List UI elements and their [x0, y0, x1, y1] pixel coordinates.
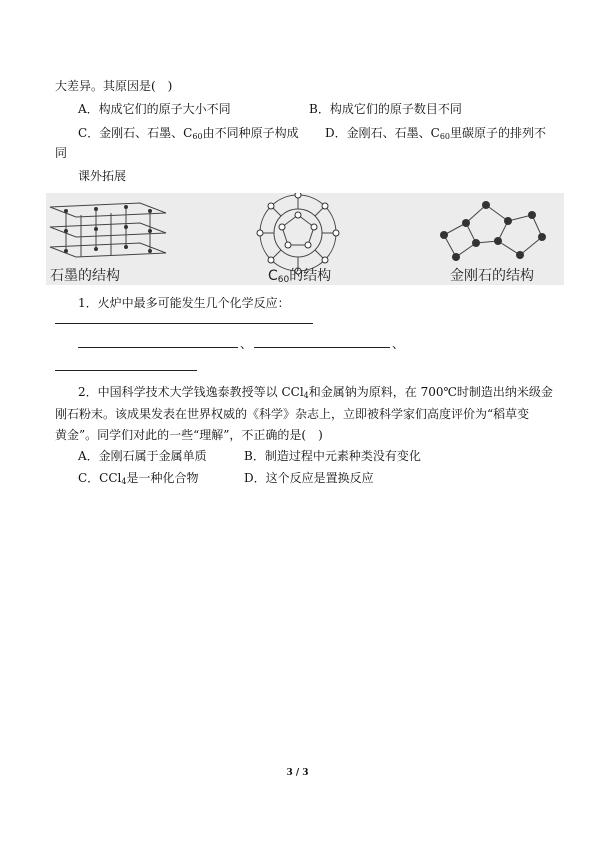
option-d-wrap: 同	[55, 146, 68, 160]
option-c: C．金刚石、石墨、$C_{60}$由不同种原子构成	[78, 126, 299, 141]
q2-option-d: D．这个反应是置换反应	[244, 471, 374, 485]
option-b: B．构成它们的原子数目不同	[309, 102, 462, 116]
q1-answer-blank-3[interactable]	[254, 347, 390, 348]
q2-stem-line3: 黄金”。同学们对此的一些“理解”，不正确的是( )	[55, 428, 323, 442]
q2-option-c: C．CCl$_4$是一种化合物	[78, 471, 199, 486]
q1-separator-2: 、	[392, 337, 405, 351]
q1-separator-1: 、	[240, 337, 253, 351]
section-title: 课外拓展	[78, 169, 127, 183]
q2-stem-line2: 刚石粉末。该成果发表在世界权威的《科学》杂志上，立即被科学家们高度评价为“稻草变	[55, 407, 530, 421]
option-d: D．金刚石、石墨、$C_{60}$里碳原子的排列不	[325, 126, 547, 141]
q1-answer-blank-2[interactable]	[78, 347, 238, 348]
page-number: 3 / 3	[286, 768, 309, 778]
option-a: A．构成它们的原子大小不同	[78, 102, 231, 116]
q1-answer-blank-1[interactable]	[55, 323, 313, 324]
caption-diamond: 金刚石的结构	[450, 268, 534, 284]
q1-answer-blank-4[interactable]	[55, 370, 197, 371]
q2-option-b: B．制造过程中元素种类没有变化	[244, 449, 421, 463]
carbon-structures-figure	[46, 193, 564, 285]
q2-option-a: A．金刚石属于金属单质	[78, 449, 207, 463]
q2-stem-line1: 2．中国科学技术大学钱逸泰教授等以 CCl$_4$和金属钠为原料，在 700℃时制造出纳米级金	[78, 385, 553, 400]
q1-stem: 1．火炉中最多可能发生几个化学反应：	[78, 296, 290, 310]
question-stem-tail: 大差异。其原因是( )	[55, 79, 173, 93]
caption-c60: $C_{60}$的结构	[268, 268, 332, 285]
caption-graphite: 石墨的结构	[50, 268, 120, 284]
